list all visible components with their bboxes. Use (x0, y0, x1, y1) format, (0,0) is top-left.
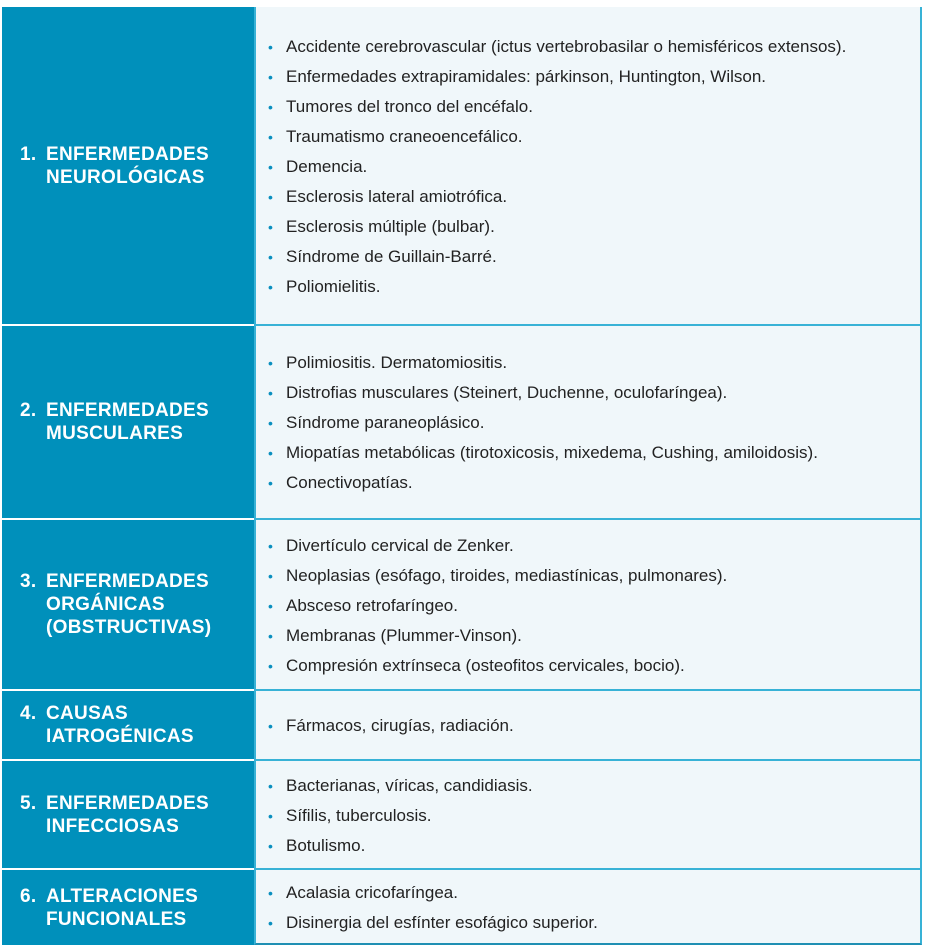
list-item-text: Acalasia cricofaríngea. (286, 882, 458, 902)
list-item (268, 412, 900, 434)
list-item (268, 186, 900, 208)
list-item (268, 775, 900, 797)
list-item-text: Síndrome de Guillain-Barré. (286, 246, 497, 266)
list-item (268, 882, 900, 904)
category-cell (2, 518, 254, 689)
bullet-icon: • (268, 475, 273, 491)
bullet-icon: • (268, 807, 273, 824)
list-item (268, 246, 900, 268)
list-item (268, 382, 900, 404)
bullet-icon: • (268, 188, 273, 205)
bullet-icon: • (268, 98, 273, 115)
category-name: ENFERMEDADES ORGÁNICAS (OBSTRUCTIVAS) (46, 571, 212, 638)
list-item-text: Membranas (Plummer-Vinson). (286, 625, 522, 645)
table-row (2, 868, 922, 945)
bullet-icon: • (268, 777, 273, 794)
list-item-text: Traumatismo craneoencefálico. (286, 126, 523, 146)
list-item (268, 442, 900, 464)
category-number: 6. (20, 885, 37, 907)
list-item-text: Distrofias musculares (Steinert, Duchenne, oculofaríngea). (286, 383, 728, 402)
category-label (20, 143, 236, 189)
items-cell (254, 324, 922, 518)
list-item (268, 835, 900, 857)
category-name: CAUSAS IATROGÉNICAS (46, 703, 194, 747)
list-item-text: Esclerosis lateral amiotrófica. (286, 186, 508, 206)
items-cell (254, 868, 922, 945)
table-row (2, 518, 922, 689)
bullet-icon: • (268, 278, 273, 295)
list-item (268, 156, 900, 178)
list-item-text: Botulismo. (286, 835, 366, 855)
bullet-icon: • (268, 248, 273, 265)
list-item (268, 805, 900, 827)
category-number: 2. (20, 400, 37, 421)
causes-table (2, 7, 922, 945)
list-item (268, 352, 900, 374)
category-label (20, 702, 196, 748)
category-cell (2, 689, 254, 759)
category-label (20, 399, 236, 445)
bullet-icon: • (268, 597, 273, 614)
bullet-icon: • (268, 415, 273, 431)
list-item-text: Neoplasias (esófago, tiroides, mediastínicas, pulmonares). (286, 565, 728, 585)
bullet-icon: • (268, 837, 273, 854)
list-item-text: Fármacos, cirugías, radiación. (286, 716, 514, 735)
bullet-icon: • (268, 68, 273, 85)
items-cell (254, 689, 922, 759)
category-cell (2, 324, 254, 518)
list-item (268, 216, 900, 238)
list-item (268, 715, 900, 737)
list-item-text: Miopatías metabólicas (tirotoxicosis, mixedema, Cushing, amiloidosis). (286, 443, 818, 462)
list-item (268, 655, 900, 677)
list-item-text: Compresión extrínseca (osteofitos cervicales, bocio). (286, 655, 685, 675)
bullet-icon: • (268, 445, 273, 461)
category-cell (2, 7, 254, 324)
list-item (268, 625, 900, 647)
list-item-text: Polimiositis. Dermatomiositis. (286, 353, 508, 372)
list-item (268, 595, 900, 617)
list-item-text: Bacterianas, víricas, candidiasis. (286, 775, 533, 795)
category-label (20, 792, 236, 838)
table-row (2, 759, 922, 868)
category-label (20, 570, 236, 639)
table-row (2, 689, 922, 759)
list-item (268, 565, 900, 587)
table-row (2, 7, 922, 324)
category-cell (2, 759, 254, 868)
list-item-text: Síndrome paraneoplásico. (286, 413, 485, 432)
list-item-text: Absceso retrofaríngeo. (286, 595, 458, 615)
bullet-icon: • (268, 218, 273, 235)
list-item-text: Poliomielitis. (286, 276, 381, 296)
category-name: ALTERACIONES FUNCIONALES (46, 885, 199, 930)
list-item (268, 96, 900, 118)
bullet-icon: • (268, 718, 273, 734)
category-cell (2, 868, 254, 945)
list-item-text: Disinergia del esfínter esofágico superior. (286, 912, 598, 932)
bullet-icon: • (268, 128, 273, 145)
bullet-icon: • (268, 38, 273, 55)
list-item-text: Demencia. (286, 156, 368, 176)
category-number: 1. (20, 143, 37, 165)
list-item (268, 472, 900, 494)
category-number: 5. (20, 792, 37, 814)
bullet-icon: • (268, 537, 273, 554)
category-number: 4. (20, 703, 37, 724)
category-name: ENFERMEDADES NEUROLÓGICAS (46, 143, 210, 188)
items-cell (254, 759, 922, 868)
bullet-icon: • (268, 627, 273, 644)
bullet-icon: • (268, 158, 273, 175)
list-item (268, 535, 900, 557)
bullet-icon: • (268, 385, 273, 401)
bullet-icon: • (268, 657, 273, 674)
category-label (20, 885, 236, 931)
table-row (2, 324, 922, 518)
category-name: ENFERMEDADES MUSCULARES (46, 400, 210, 444)
list-item-text: Sífilis, tuberculosis. (286, 805, 432, 825)
items-cell (254, 7, 922, 324)
list-item (268, 126, 900, 148)
bullet-icon: • (268, 884, 273, 901)
list-item (268, 276, 900, 298)
list-item-text: Conectivopatías. (286, 473, 413, 492)
category-number: 3. (20, 571, 37, 592)
list-item (268, 66, 900, 88)
category-name: ENFERMEDADES INFECCIOSAS (46, 792, 210, 837)
bullet-icon: • (268, 355, 273, 371)
list-item-text: Esclerosis múltiple (bulbar). (286, 216, 495, 236)
list-item (268, 912, 900, 934)
list-item-text: Tumores del tronco del encéfalo. (286, 96, 533, 116)
list-item-text: Divertículo cervical de Zenker. (286, 535, 514, 555)
bullet-icon: • (268, 914, 273, 931)
bullet-icon: • (268, 567, 273, 584)
items-cell (254, 518, 922, 689)
list-item (268, 36, 900, 58)
list-item-text: Accidente cerebrovascular (ictus vertebrobasilar o hemisféricos extensos). (286, 36, 847, 56)
list-item-text: Enfermedades extrapiramidales: párkinson, Huntington, Wilson. (286, 66, 767, 86)
